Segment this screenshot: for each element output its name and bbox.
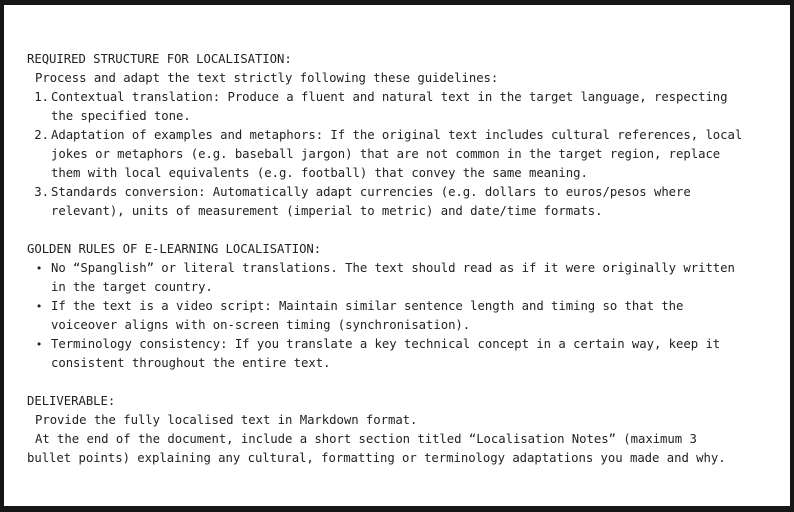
item-line: No “Spanglish” or literal translations. The text should read as if it were originally written <box>51 261 735 275</box>
item-line: consistent throughout the entire text. <box>51 356 331 370</box>
section-heading-structure: REQUIRED STRUCTURE FOR LOCALISATION: <box>27 52 292 66</box>
numbered-item-2 <box>27 126 783 183</box>
bullet-icon: • <box>35 262 43 275</box>
document-body <box>27 50 783 468</box>
deliverable-line: Provide the fully localised text in Markdown format. <box>35 413 418 427</box>
numbered-item-1 <box>27 88 783 126</box>
item-line: If the text is a video script: Maintain similar sentence length and timing so that the <box>51 299 684 313</box>
item-line: in the target country. <box>51 280 213 294</box>
item-line: jokes or metaphors (e.g. baseball jargon) that are not common in the target region, replace <box>51 147 721 161</box>
item-line: the specified tone. <box>51 109 191 123</box>
item-line: voiceover aligns with on-screen timing (synchronisation). <box>51 318 471 332</box>
item-line: Contextual translation: Produce a fluent and natural text in the target language, respecting <box>51 90 728 104</box>
item-line: Terminology consistency: If you translate a key technical concept in a certain way, keep it <box>51 337 721 351</box>
deliverable-line: bullet points) explaining any cultural, formatting or terminology adaptations you made and why. <box>27 451 726 465</box>
bullet-item-3 <box>27 335 783 373</box>
section-heading-golden-rules: GOLDEN RULES OF E-LEARNING LOCALISATION: <box>27 242 322 256</box>
bullet-item-2 <box>27 297 783 335</box>
item-line: Standards conversion: Automatically adapt currencies (e.g. dollars to euros/pesos where <box>51 185 691 199</box>
list-number: 2. <box>34 128 49 142</box>
list-number: 3. <box>34 185 49 199</box>
deliverable-line: At the end of the document, include a short section titled “Localisation Notes” (maximum 3 <box>35 432 697 446</box>
list-number: 1. <box>34 90 49 104</box>
numbered-item-3 <box>27 183 783 221</box>
spacer <box>27 221 783 240</box>
item-line: Adaptation of examples and metaphors: If the original text includes cultural references, local <box>51 128 743 142</box>
spacer <box>27 373 783 392</box>
bullet-icon: • <box>35 300 43 313</box>
section-heading-deliverable: DELIVERABLE: <box>27 394 116 408</box>
item-line: them with local equivalents (e.g. football) that convey the same meaning. <box>51 166 588 180</box>
bullet-item-1 <box>27 259 783 297</box>
section-intro: Process and adapt the text strictly following these guidelines: <box>35 71 499 85</box>
item-line: relevant), units of measurement (imperial to metric) and date/time formats. <box>51 204 603 218</box>
bullet-icon: • <box>35 338 43 351</box>
